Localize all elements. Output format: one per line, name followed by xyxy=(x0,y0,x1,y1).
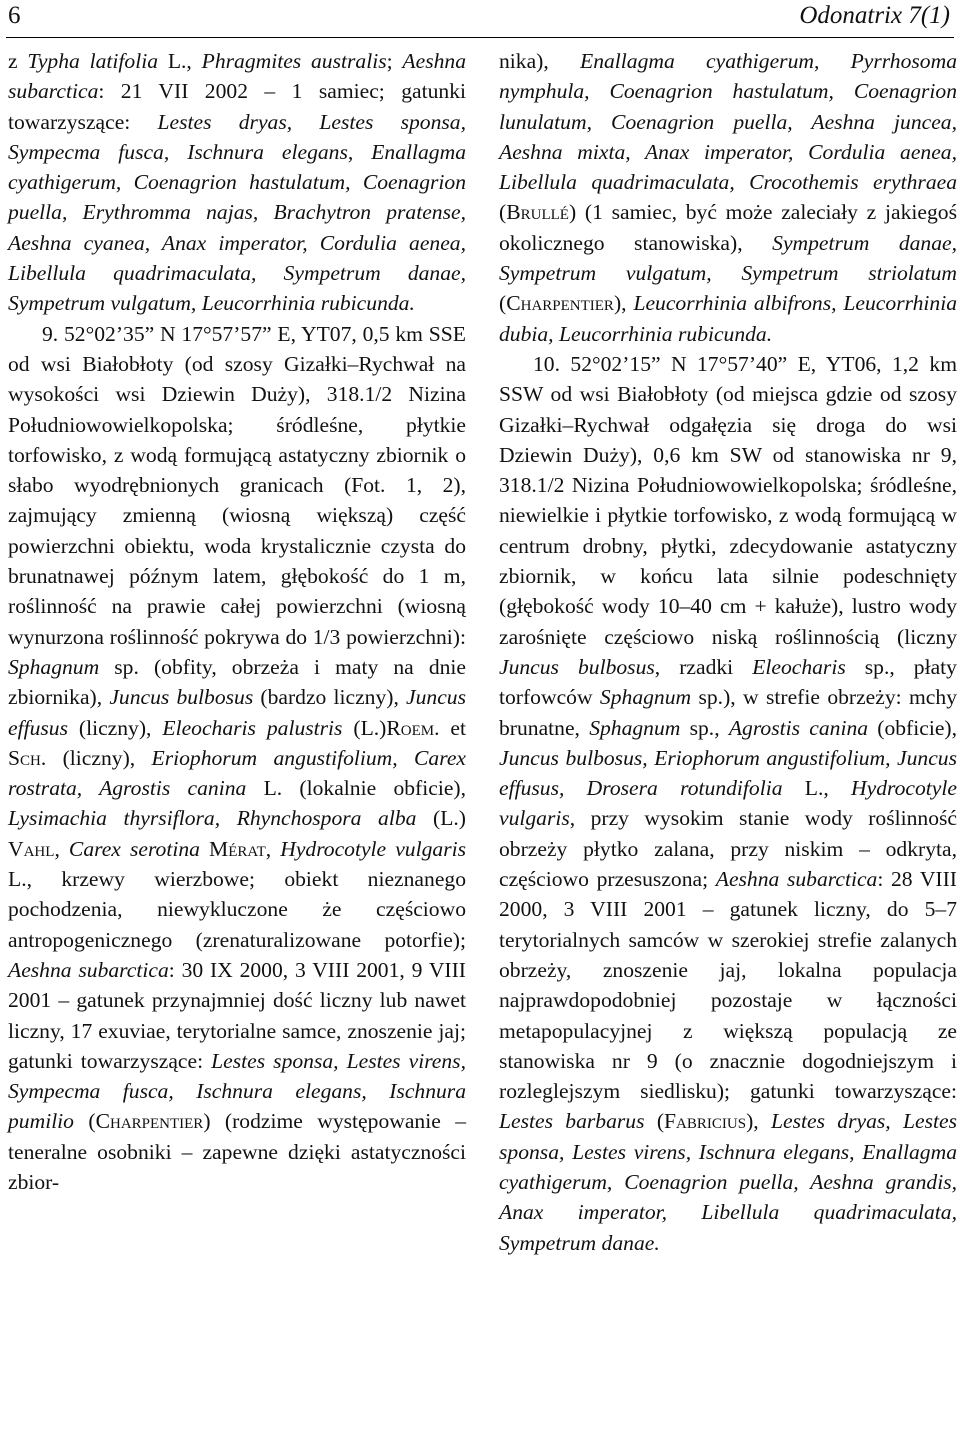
text-run: et xyxy=(439,715,467,740)
text-run: L., krzewy wierzbowe; obiekt nieznanego pochodzenia, niewykluczone że częściowo antropogenicznego (zrenaturalizowane potorfie); xyxy=(8,867,466,952)
text-run: Charpentier xyxy=(95,1109,204,1134)
text-run: (L.) xyxy=(416,806,466,831)
text-run: L. (lokalnie obficie), xyxy=(246,776,466,801)
text-run: Mérat xyxy=(209,836,266,861)
text-run: Vahl xyxy=(8,836,55,861)
italic-text-run: Leucorrhinia albifrons, Leucorrhinia dubia, Leucorrhinia rubicunda. xyxy=(499,291,957,346)
text-run: Charpentier xyxy=(506,291,614,316)
text-run: z xyxy=(8,49,28,73)
text-run: ( xyxy=(644,1109,665,1134)
italic-text-run: Hydrocotyle vulgaris xyxy=(280,836,466,861)
right-column xyxy=(499,46,957,1258)
italic-text-run: Typha latifolia xyxy=(27,49,158,73)
page-number: 6 xyxy=(8,2,21,29)
paragraph xyxy=(8,319,466,1198)
paragraph xyxy=(499,349,957,1258)
text-run: : 28 VIII 2000, 3 VIII 2001 – gatunek liczny, do 5–7 terytorialnych samców w szerokiej strefie zalanych obrzeży, znoszenie jaj, lokalna populacja najprawdopodobniej pozostaje w łączności metapopulacyjnej z większą populacją ze stanowiska nr 9 (o znacznie dogodniejszym i rozleglejszym siedlisku); gatunki towarzyszące: xyxy=(499,867,957,1104)
text-run: ), xyxy=(746,1109,771,1134)
left-column xyxy=(8,46,466,1197)
text-run: : 21 VII 2002 – 1 samiec; gatunki towarzyszące: xyxy=(8,79,466,134)
italic-text-run: Sphagnum xyxy=(589,715,681,740)
italic-text-run: Juncus effusus xyxy=(8,685,466,740)
text-run: (liczny), xyxy=(46,745,152,770)
text-run: ) (1 samiec, być może zaleciały z jakiegoś okolicznego stanowiska), xyxy=(499,200,957,255)
text-run: 10. 52°02’15” N 17°57’40” E, YT06, 1,2 km SSW od wsi Białobłoty (od miejsca gdzie od szosy Gizałki–Rychwał odgałęzia się droga do wsi Dziewin Duży), 0,6 km SW od stanowiska nr 9, 318.1/2 Nizina Południowowielkopolska; śródleśne, niewielkie i płytkie torfowisko, z wodą formującą w centrum drobny, płytki, zdecydowanie astatyczny zbiornik, w końcu lata silnie podeschnięty (głębokość wody 10–40 cm + kałuże), lustro wody zarośnięte częściowo niską roślinnością (liczny xyxy=(499,351,957,649)
italic-text-run: Eleocharis xyxy=(752,654,846,679)
italic-text-run: Juncus bulbosus xyxy=(499,654,655,679)
text-run: L., xyxy=(782,776,852,801)
italic-text-run: Enallagma cyathigerum, Pyrrhosoma nymphula, Coenagrion hastulatum, Coenagrion lunulatum, Coenagrion puella, Aeshna juncea, Aeshna mixta, Anax imperator, Cordulia aenea, Libellula quadrimaculata, Crocothemis erythraea xyxy=(499,49,957,195)
text-run: sp., xyxy=(680,715,729,740)
text-run: Roem. xyxy=(386,715,440,740)
italic-text-run: Aeshna subarctica xyxy=(715,867,878,892)
text-run: Sch. xyxy=(8,745,47,770)
text-run: ), xyxy=(613,291,634,316)
text-run: sp., płaty torfowców xyxy=(499,654,957,710)
text-run: (obficie), xyxy=(868,715,958,740)
italic-text-run: Aeshna subarctica xyxy=(8,957,169,982)
italic-text-run: Eleocharis palustris xyxy=(162,715,343,740)
italic-text-run: Eriophorum angustifolium, Carex rostrata, Agrostis canina xyxy=(8,745,466,801)
text-run: ( xyxy=(73,1109,96,1134)
text-run: ( xyxy=(499,200,507,225)
italic-text-run: Lestes sponsa, Lestes virens, Sympecma fusca, Ischnura elegans, Ischnura pumilio xyxy=(8,1048,466,1134)
italic-text-run: Juncus bulbosus xyxy=(109,685,254,710)
page-header xyxy=(0,0,960,46)
italic-text-run: Carex serotina xyxy=(68,836,200,861)
text-run: : 30 IX 2000, 3 VIII 2001, 9 VIII 2001 – gatunek przynajmniej dość liczny lub nawet liczny, 17 exuviae, terytorialne samce, znoszenie jaj; gatunki towarzyszące: xyxy=(8,957,466,1073)
journal-title: Odonatrix 7(1) xyxy=(799,2,950,29)
text-run: (L.) xyxy=(342,715,387,740)
italic-text-run: Agrostis canina xyxy=(728,715,869,740)
italic-text-run: Phragmites australis xyxy=(201,49,387,73)
italic-text-run: Lestes barbarus xyxy=(499,1109,645,1134)
italic-text-run: Sphagnum xyxy=(8,654,100,679)
header-rule xyxy=(6,37,954,38)
text-run: Fabricius xyxy=(664,1109,747,1134)
italic-text-run: Juncus bulbosus, Eriophorum angustifolium, Juncus effusus, Drosera rotundifolia xyxy=(499,745,957,801)
italic-text-run: Sympetrum danae, Sympetrum vulgatum, Sympetrum striolatum xyxy=(499,230,957,286)
text-run: 9. 52°02’35” N 17°57’57” E, YT07, 0,5 km SSE od wsi Białobłoty (od szosy Gizałki–Rychwał na wysokości wsi Dziewin Duży), 318.1/2 Nizina Południowowielkopolska; śródleśne, płytkie torfowisko, z wodą formującą astatyczny zbiornik o słabo wyodrębnionych granicach (Fot. 1, 2), zajmujący zmienną (wiosną większą) część powierzchni obiektu, woda krystalicznie czysta do brunatnawej późnym latem, głębokość do 1 m, roślinność na prawie całej powierzchni (wiosną wynurzona roślinność pokrywa do 1/3 powierzchni): xyxy=(8,321,466,649)
text-run: ; xyxy=(386,49,403,73)
text-run: , xyxy=(54,836,69,861)
italic-text-run: Aeshna subarctica xyxy=(8,49,466,104)
italic-text-run: Lestes dryas, Lestes sponsa, Lestes virens, Ischnura elegans, Enallagma cyathigerum, Coenagrion puella, Aeshna grandis, Anax imperator, Libellula quadrimaculata, Sympetrum danae. xyxy=(499,1109,958,1255)
text-run: , xyxy=(265,836,281,861)
text-run: ( xyxy=(499,291,507,316)
italic-text-run: Hydrocotyle vulgaris xyxy=(499,776,957,831)
text-run: sp. (obfity, obrzeża i maty na dnie zbiornika), xyxy=(8,654,466,710)
text-run: , rzadki xyxy=(654,654,753,679)
italic-text-run: Lysimachia thyrsiflora, Rhynchospora alba xyxy=(8,806,417,831)
text-run: nika), xyxy=(499,49,581,73)
text-run: ) (rodzime występowanie – teneralne osobniki – zapewne dzięki astatyczności zbior- xyxy=(8,1109,466,1194)
text-run: sp.), w strefie obrzeży: mchy brunatne, xyxy=(499,685,957,740)
italic-text-run: Sphagnum xyxy=(599,685,692,710)
text-run: Brullé xyxy=(506,200,569,225)
paragraph xyxy=(499,46,957,349)
paragraph xyxy=(8,46,466,319)
italic-text-run: Lestes dryas, Lestes sponsa, Sympecma fusca, Ischnura elegans, Enallagma cyathigerum, Coenagrion hastulatum, Coenagrion puella, Erythromma najas, Brachytron pratense, Aeshna cyanea, Anax imperator, Cordulia aenea, Libellula quadrimaculata, Sympetrum danae, Sympetrum vulgatum, Leucorrhinia rubicunda. xyxy=(8,109,466,316)
text-run: (bardzo liczny), xyxy=(253,685,407,710)
text-run xyxy=(200,837,209,861)
text-run: , przy wysokim stanie wody roślinność obrzeży płytko zalana, przy niskim – odkryta, częściowo przesuszona; xyxy=(499,806,957,892)
text-run: (liczny), xyxy=(67,715,163,740)
text-run: L., xyxy=(158,49,202,73)
